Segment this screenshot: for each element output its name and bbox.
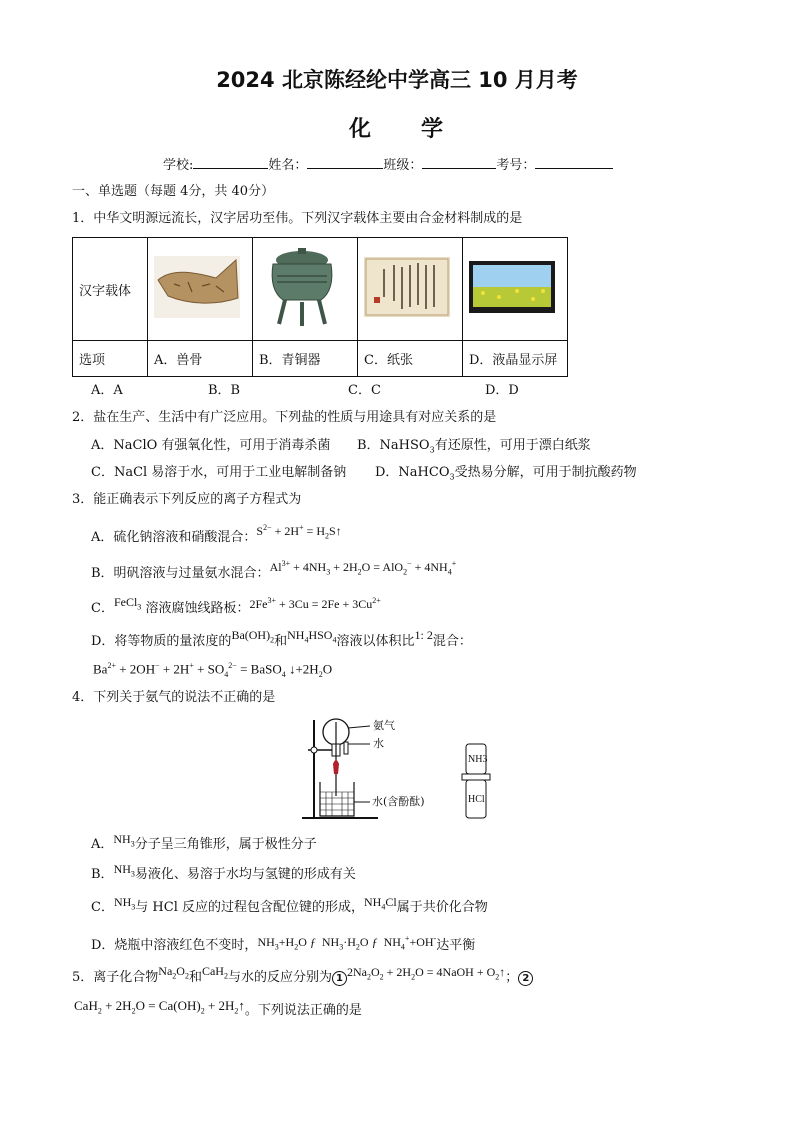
q3-option-c[interactable]: C．FeCl$_3$ 溶液腐蚀线路板：$2Fe^{3+} + 3Cu = 2Fe + 3Cu^{2+}$ [91,595,381,616]
lcd-screen-image [469,256,555,318]
reaction-one-marker: 1 [332,971,347,986]
q3-option-d[interactable]: D．将等物质的量浓度的$Ba(OH)_2$和$NH_4HSO_4$溶液以体积比1: 2混合： [91,628,472,649]
q2-option-c[interactable]: C．NaCl 易溶于水，可用于工业电解制备钠 [91,465,347,480]
q5-formula-cah2: CaH$_2$ [201,964,228,981]
q1-image-bronze [253,238,358,341]
q4-b-formula: $NH_3$ [113,862,135,879]
q1-choice-a[interactable]: A．A [91,383,123,398]
student-info-fields [163,156,613,174]
class-blank[interactable] [422,156,496,169]
q3-option-b[interactable]: B．明矾溶液与过量氨水混合：$Al^{3+} + 4NH_3 + 2H_2O = AlO_2^- + 4NH_4^+$ [91,559,457,581]
q1-option-c: C．纸张 [358,341,463,377]
q4-stem: 4．下列关于氨气的说法不正确的是 [72,690,276,705]
school-label: 学校: [163,158,194,173]
q3-d-formula2: $NH_4HSO_4$ [287,628,337,645]
q1-row-label-option: 选项 [73,341,148,377]
name-label: 姓名： [268,158,308,173]
fountain-experiment-figure [300,714,550,824]
q1-option-d: D．液晶显示屏 [463,341,568,377]
q1-image-paper [358,238,463,341]
q3-a-equation: $S^{2-} + 2H^+$ = $H_2S↑$ [256,523,342,541]
q5-equation-2: $CaH_2 + 2H_2O = Ca(OH)_2$ + $2H_2↑$ [74,998,245,1016]
q4-option-a[interactable]: A．$NH_3$分子呈三角锥形，属于极性分子 [91,832,317,852]
section-heading: 一、单选题（每题 4分，共 40分） [72,184,275,199]
page-title: 2024 北京陈经纶中学高三 10 月月考 [216,68,578,92]
q3-c-equation: $2Fe^{3+} + 3Cu = 2Fe + 3Cu^{2+}$ [249,596,381,611]
q1-image-bone [148,238,253,341]
q4-option-d[interactable]: D．烧瓶中溶液红色不变时，$NH_3+H_2O$ ƒ $NH_3\cdot H_2O$ ƒ $NH_4^++OH^-$达平衡 [91,934,476,953]
subject-title: 化 学 [348,117,446,142]
q5-stem-line2: $CaH_2 + 2H_2O = Ca(OH)_2$ + $2H_2↑$。下列说法正确的是 [74,998,362,1018]
q5-stem: 5．离子化合物$Na_2O_2$和CaH$_2$与水的反应分别为 1 $2Na_2O_2 + 2H_2O$ = 4NaOH + $O_2↑$； 2 [72,969,533,990]
q1-choice-d[interactable]: D．D [485,383,519,398]
exam-no-label: 考号： [496,158,536,173]
q4-a-formula: $NH_3$ [113,832,135,849]
q1-stem: 1．中华文明源远流长，汉字居功至伟。下列汉字载体主要由合金材料制成的是 [72,211,523,226]
q4-d-equilibrium: $NH_3+H_2O$ ƒ $NH_3\cdot H_2O$ ƒ $NH_4^++OH^-$ [257,934,437,952]
q3-d-equation: $Ba^{2+} + 2OH^- + 2H^+ + SO_4^{2-}$ = BaSO$_4$ $↓+2H_2O$ [93,661,333,679]
bronze-vessel-image [259,244,345,330]
q2-option-d[interactable]: D．NaHCO$_3$受热易分解，可用于制抗酸药物 [375,465,637,482]
q5-equation-1: $2Na_2O_2 + 2H_2O$ = 4NaOH + $O_2↑$ [346,965,506,982]
q3-d-ratio: 1: 2 [414,628,433,642]
fig-label-nh3: NH3 [468,754,488,765]
school-blank[interactable] [193,156,268,169]
q3-stem: 3．能正确表示下列反应的离子方程式为 [72,492,302,507]
q2-stem: 2．盐在生产、生活中有广泛应用。下列盐的性质与用途具有对应关系的是 [72,410,497,425]
q3-option-a[interactable]: A．硫化钠溶液和硝酸混合：$S^{2-} + 2H^+$ = $H_2S↑$ [91,523,342,545]
q2-option-a[interactable]: A．NaClO 有强氧化性，可用于消毒杀菌 [91,438,331,453]
q5-formula-na2o2: $Na_2O_2$ [158,964,189,981]
q1-option-a: A．兽骨 [148,341,253,377]
q1-choice-b[interactable]: B．B [208,383,241,398]
reaction-two-marker: 2 [518,971,533,986]
q1-table [72,237,568,377]
q4-option-b[interactable]: B．$NH_3$易液化、易溶于水均与氢键的形成有关 [91,862,356,882]
fig-label-hcl: HCl [468,794,485,805]
q1-choice-c[interactable]: C．C [348,383,381,398]
class-label: 班级： [383,158,423,173]
calligraphy-paper-image [364,256,450,318]
fig-label-ammonia: 氨气 [373,719,395,732]
q3-d-formula1: $Ba(OH)_2$ [231,628,275,645]
q1-row-label-carrier: 汉字载体 [73,238,148,341]
q3-c-formula: FeCl$_3$ [113,595,142,612]
exam-no-blank[interactable] [535,156,613,169]
q4-option-c[interactable]: C．$NH_3$与 HCl 反应的过程包含配位键的形成，$NH_4Cl$属于共价化合物 [91,895,488,915]
q3-b-equation: $Al^{3+} + 4NH_3 + 2H_2O = AlO_2^- + 4NH_4^+$ [269,559,457,577]
q4-c-formula1: $NH_3$ [113,895,136,912]
fig-label-water: 水 [373,737,384,750]
fig-label-water-phenol: 水(含酚酞) [372,795,425,808]
q1-option-b: B．青铜器 [253,341,358,377]
name-blank[interactable] [307,156,383,169]
q4-c-formula2: $NH_4Cl$ [364,895,397,912]
q2-option-b[interactable]: B．NaHSO$_3$有还原性，可用于漂白纸浆 [357,438,591,455]
q1-image-lcd [463,238,568,341]
oracle-bone-image [154,256,240,318]
